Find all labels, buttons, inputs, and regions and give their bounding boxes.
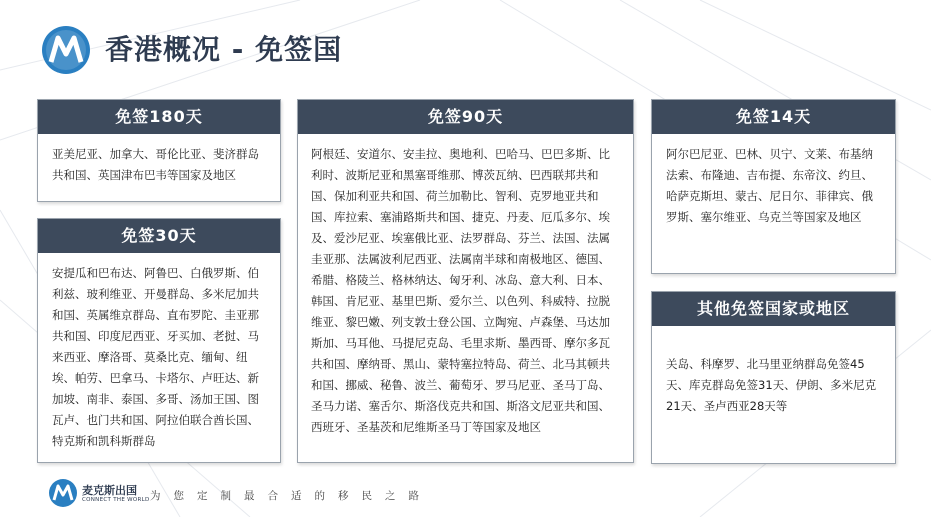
- card-body-text: 阿根廷、安道尔、安圭拉、奥地利、巴哈马、巴巴多斯、比利时、波斯尼亚和黑塞哥维那、博茨瓦纳、巴西联邦共和国、保加利亚共和国、荷兰加勒比、智利、克罗地亚共和国、库拉索、塞浦路斯共和国、捷克、丹麦、厄瓜多尔、埃及、爱沙尼亚、埃塞俄比亚、法罗群岛、芬兰、法国、法属圭亚那、法属波利尼西亚、法属南半球和南极地区、德国、希腊、格陵兰、格林纳达、匈牙利、冰岛、意大利、日本、韩国、肯尼亚、基里巴斯、爱尔兰、以色列、科威特、拉脱维亚、黎巴嫩、列支敦士登公国、立陶宛、卢森堡、马达加斯加、马耳他、马提尼克岛、毛里求斯、墨西哥、摩尔多瓦共和国、摩纳哥、黑山、蒙特塞拉特岛、荷兰、北马其顿共和国、挪威、秘鲁、波兰、葡萄牙、罗马尼亚、圣马丁岛、圣马力诺、塞舌尔、斯洛伐克共和国、斯洛文尼亚共和国、西班牙、圣基茨和尼维斯圣马丁等国家及地区: [311, 147, 610, 434]
- card-body-text: 安提瓜和巴布达、阿鲁巴、白俄罗斯、伯利兹、玻利维亚、开曼群岛、多米尼加共和国、英属维京群岛、直布罗陀、圭亚那共和国、印度尼西亚、牙买加、老挝、马来西亚、摩洛哥、莫桑比克、缅甸、纽埃、帕劳、巴拿马、卡塔尔、卢旺达、新加坡、南非、泰国、多哥、汤加王国、图瓦卢、也门共和国、阿拉伯联合酋长国、特克斯和凯科斯群岛: [52, 266, 259, 448]
- card-visa-free-30: [37, 218, 281, 463]
- card-visa-free-90: [297, 99, 634, 463]
- card-body-text: 亚美尼亚、加拿大、哥伦比亚、斐济群岛共和国、英国津布巴韦等国家及地区: [52, 147, 259, 182]
- footer-brand-name: 麦克斯出国: [82, 484, 137, 497]
- footer-logo-icon: [48, 478, 78, 508]
- card-visa-free-180: [37, 99, 281, 202]
- card-visa-free-14: [651, 99, 896, 274]
- card-heading: 免签14天: [652, 100, 895, 134]
- footer-slogan: 为您定制最合适的移民之路: [150, 490, 432, 502]
- card-body-text: 阿尔巴尼亚、巴林、贝宁、文莱、布基纳法索、布隆迪、吉布提、东帝汶、约旦、哈萨克斯坦、蒙古、尼日尔、菲律宾、俄罗斯、塞尔维亚、乌克兰等国家及地区: [666, 147, 873, 224]
- card-heading: 免签90天: [298, 100, 633, 134]
- card-body-text: 关岛、科摩罗、北马里亚纳群岛免签45天、库克群岛免签31天、伊朗、多米尼克21天、圣卢西亚28天等: [666, 357, 877, 413]
- page-title: 香港概况 - 免签国: [105, 33, 343, 66]
- card-heading: 免签180天: [38, 100, 280, 134]
- footer-brand-tagline: CONNECT THE WORLD: [82, 497, 150, 503]
- card-heading: 其他免签国家或地区: [652, 292, 895, 326]
- company-logo-icon: [40, 24, 92, 76]
- card-heading: 免签30天: [38, 219, 280, 253]
- card-other-visa-free: [651, 291, 896, 464]
